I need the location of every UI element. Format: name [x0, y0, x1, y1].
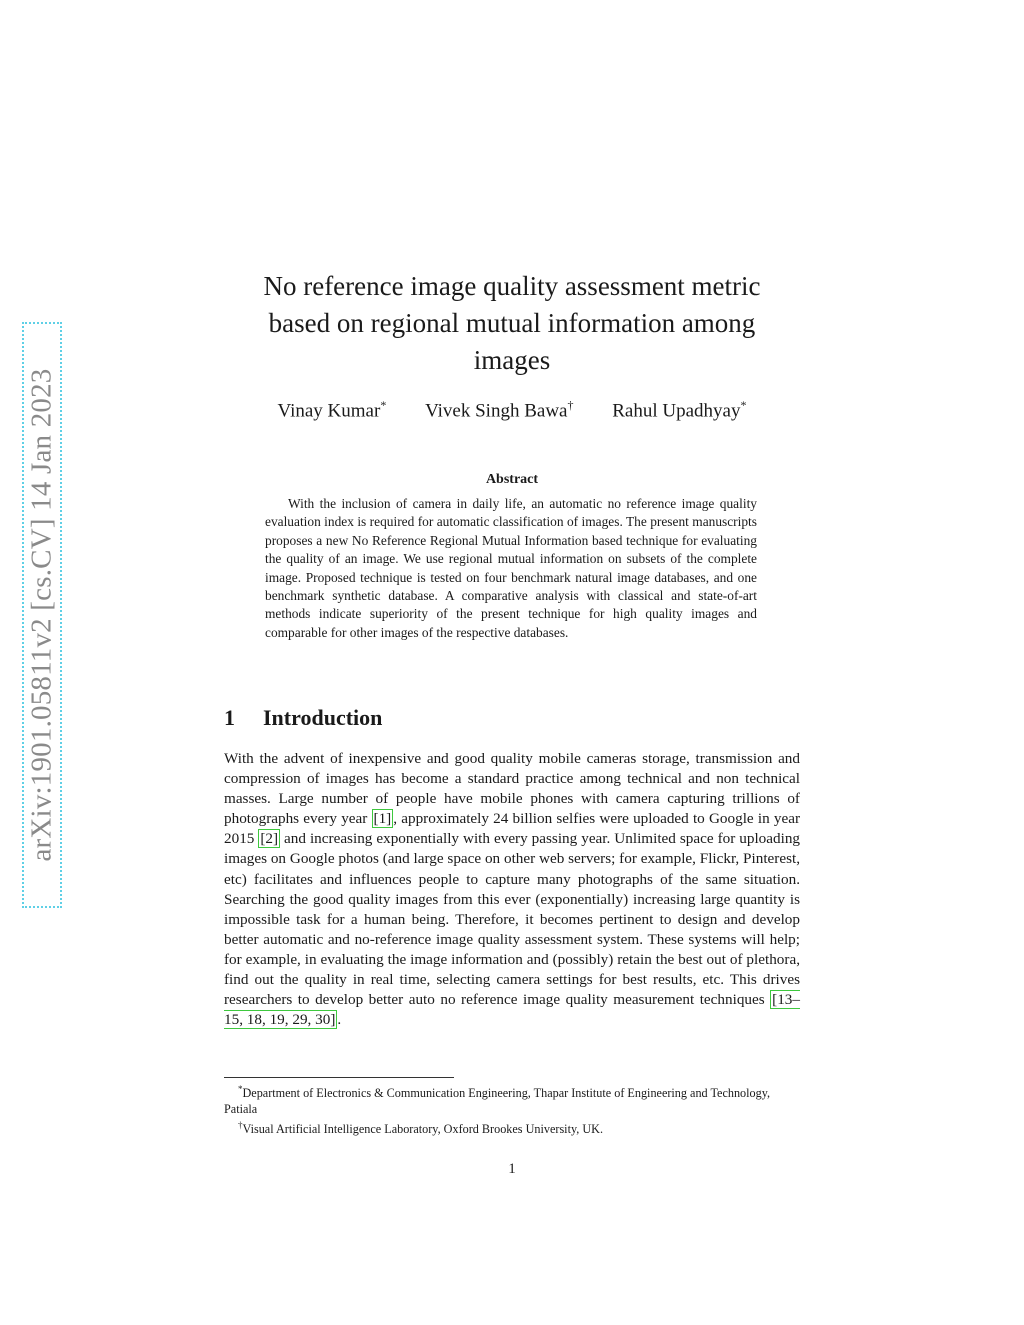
author: [612, 398, 746, 422]
footnote-text: Department of Electronics & Communication Engineering, Thapar Institute of Engineering and Technology, Patiala: [224, 1086, 771, 1117]
author-affiliation-mark: †: [567, 398, 574, 412]
author-affiliation-mark: *: [380, 398, 387, 412]
author-name: Vinay Kumar: [277, 400, 381, 422]
footnote-mark: †: [238, 1120, 243, 1131]
author: [278, 398, 387, 422]
section-heading: [224, 705, 382, 731]
arxiv-id-text: arXiv:1901.05811v2 [cs.CV] 14 Jan 2023: [25, 368, 58, 862]
arxiv-identifier-stamp: [22, 322, 62, 908]
intro-text: and increasing exponentially with every passing year. Unlimited space for uploading images on Google photos (and large space on other web servers; for example, Flickr, Pinterest, etc) facilitates and influences people to capture many photographs of the same situation. Searching the good quality images from this ever (exponentially) increasing large quantity is impossible task for a human being. Therefore, it becomes pertinent to design and develop better automatic and no-reference image quality assessment system. These systems will help; for example, in evaluating the image information and (possibly) retain the best out of plethora, find out the quality in real time, selecting camera settings for best results, etc. This drives researchers to develop better auto no reference image quality measurement techniques: [224, 830, 801, 1009]
intro-text: , approximately 24 billion selfies were uploaded to Google in year 2015: [224, 810, 800, 848]
citation-link[interactable]: [2]: [260, 830, 279, 848]
footnote: [224, 1081, 800, 1117]
author-affiliation-mark: *: [740, 398, 747, 412]
footnote-text: Visual Artificial Intelligence Laboratory, Oxford Brookes University, UK.: [242, 1122, 604, 1137]
author-list: [224, 398, 800, 422]
author-name: Rahul Upadhyay: [612, 400, 741, 422]
section-number: 1: [224, 705, 235, 730]
title-line-3: images: [473, 345, 551, 375]
intro-text: With the advent of inexpensive and good quality mobile cameras storage, transmission and compression of images has become a standard practice among technical and non technical masses. Large number of people have mobile phones with camera capturing trillions of photographs every year: [224, 750, 800, 828]
title-line-1: No reference image quality assessment metric: [263, 271, 761, 301]
footnote: [224, 1117, 800, 1137]
footnote-mark: *: [238, 1084, 243, 1094]
title-line-2: based on regional mutual information among: [268, 308, 756, 338]
abstract-text: With the inclusion of camera in daily life, an automatic no reference image quality evaluation index is required for automatic classification of images. The present manuscripts proposes a new No Reference Regional Mutual Information based technique for evaluating the quality of an image. We use regional mutual information on subsets of the complete image. Proposed technique is tested on four benchmark natural image databases, and one benchmark synthetic database. A comparative analysis with classical and state-of-art methods indicate superiority of the present technique for high quality images and comparable for other images of the respective databases.: [265, 496, 757, 640]
section-title: Introduction: [263, 705, 383, 730]
author: [425, 398, 573, 422]
author-name: Vivek Singh Bawa: [425, 400, 568, 422]
introduction-paragraph: [224, 749, 800, 1030]
footnote-divider: [224, 1077, 454, 1078]
footnotes: [224, 1081, 800, 1138]
intro-text: .: [337, 1011, 342, 1029]
citation-link[interactable]: [1]: [373, 810, 392, 828]
page-number: 1: [508, 1161, 516, 1177]
citation-link[interactable]: [13–15, 18, 19, 29, 30]: [224, 991, 800, 1029]
paper-title: [224, 268, 800, 379]
abstract-heading: Abstract: [485, 472, 539, 487]
